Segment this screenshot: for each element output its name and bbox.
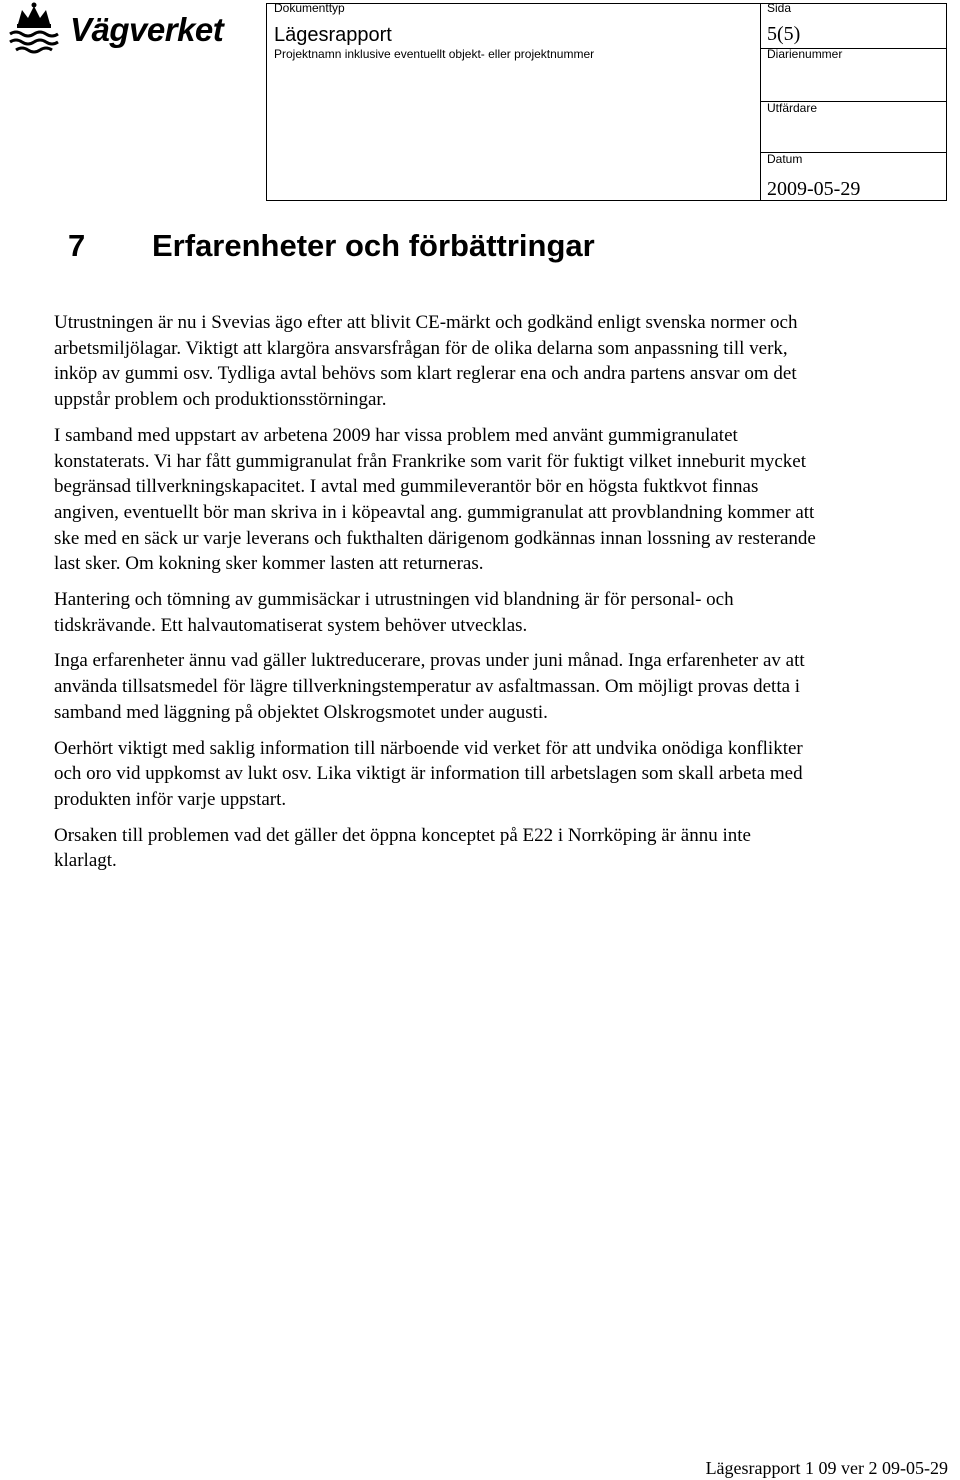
text-line: I samband med uppstart av arbetena 2009 har vissa problem med använt gummigranulatet: [54, 424, 738, 446]
text-line: Inga erfarenheter ännu vad gäller luktreducerare, provas under juni månad. Inga erfarenheter av att: [54, 650, 805, 672]
paragraph-6: [54, 823, 960, 874]
body-text: [54, 310, 960, 884]
paragraph-1: [54, 310, 960, 413]
text-line: Orsaken till problemen vad det gäller det öppna konceptet på E22 i Norrköping är ännu inte: [54, 824, 751, 846]
text-line: produkten inför varje uppstart.: [54, 788, 287, 810]
paragraph-5: [54, 736, 960, 813]
page-label: Sida: [767, 1, 792, 15]
text-line: Hantering och tömning av gummisäckar i utrustningen vid blandning är för personal- och: [54, 589, 734, 611]
section-heading: [68, 226, 595, 266]
diary-number-label: Diarienummer: [767, 47, 843, 61]
text-line: och oro vid uppkomst av lukt osv. Lika viktigt är information till arbetslagen som skall arbeta med: [54, 763, 803, 785]
text-line: last sker. Om kokning sker kommer lasten att returneras.: [54, 553, 484, 575]
header-column-divider: [760, 3, 761, 201]
text-line: arbetsmiljölagar. Viktigt att klargöra ansvarsfrågan för de olika delarna som anpassning till verk,: [54, 337, 788, 359]
project-name-label: Projektnamn inklusive eventuellt objekt- eller projektnummer: [274, 47, 595, 61]
date-label: Datum: [767, 152, 803, 166]
text-line: konstaterats. Vi har fått gummigranulat från Frankrike som varit för fuktigt vilket inneburit mycket: [54, 450, 806, 472]
text-line: inköp av gummi osv. Tydliga avtal behövs som klart reglerar ena och andra partens ansvar om det: [54, 363, 797, 385]
header-left-border: [266, 3, 267, 201]
vagverket-logo: [8, 2, 258, 58]
issuer-label: Utfärdare: [767, 101, 818, 115]
header-bottom-border: [266, 200, 946, 201]
logo-text: Vägverket: [70, 11, 224, 48]
text-line: Utrustningen är nu i Svevias ägo efter att blivit CE-märkt och godkänd enligt svenska normer och: [54, 312, 798, 333]
text-line: ske med en säck ur varje leverans och fukthalten därigenom godkännas innan lossning av resterande: [54, 527, 816, 549]
page-value: 5(5): [767, 23, 801, 45]
text-line: använda tillsatsmedel för lägre tillverkningstemperatur av asfaltmassan. Om möjligt provas detta i: [54, 676, 801, 698]
text-line: tidskrävande. Ett halvautomatiserat system behöver utvecklas.: [54, 614, 528, 636]
text-line: angiven, eventuellt bör man skriva in i köpeavtal ang. gummigranulat att provblandning kommer att: [54, 501, 815, 523]
document-type-label: Dokumenttyp: [274, 1, 345, 15]
text-line: uppstår problem och produktionsstörningar.: [54, 389, 387, 411]
page-footer: Lägesrapport 1 09 ver 2 09-05-29: [705, 1458, 948, 1478]
text-line: Oerhört viktigt med saklig information till närboende vid verket för att undvika onödiga konflikter: [54, 737, 803, 759]
header-right-border: [946, 3, 947, 201]
text-line: begränsad tillverkningskapacitet. I avtal med gummileverantör bör en högsta fuktkvot finnas: [54, 476, 759, 498]
header-top-border: [266, 3, 946, 4]
paragraph-4: [54, 648, 960, 725]
crown-wave-icon: [8, 2, 66, 58]
text-line: klarlagt.: [54, 850, 117, 872]
date-value: 2009-05-29: [767, 178, 861, 200]
paragraph-3: [54, 587, 960, 638]
section-number: 7: [68, 228, 86, 263]
section-title: Erfarenheter och förbättringar: [152, 228, 595, 263]
text-line: samband med läggning på objektet Olskrogsmotet under augusti.: [54, 701, 548, 723]
paragraph-2: [54, 423, 960, 577]
document-type-value: Lägesrapport: [274, 24, 392, 46]
